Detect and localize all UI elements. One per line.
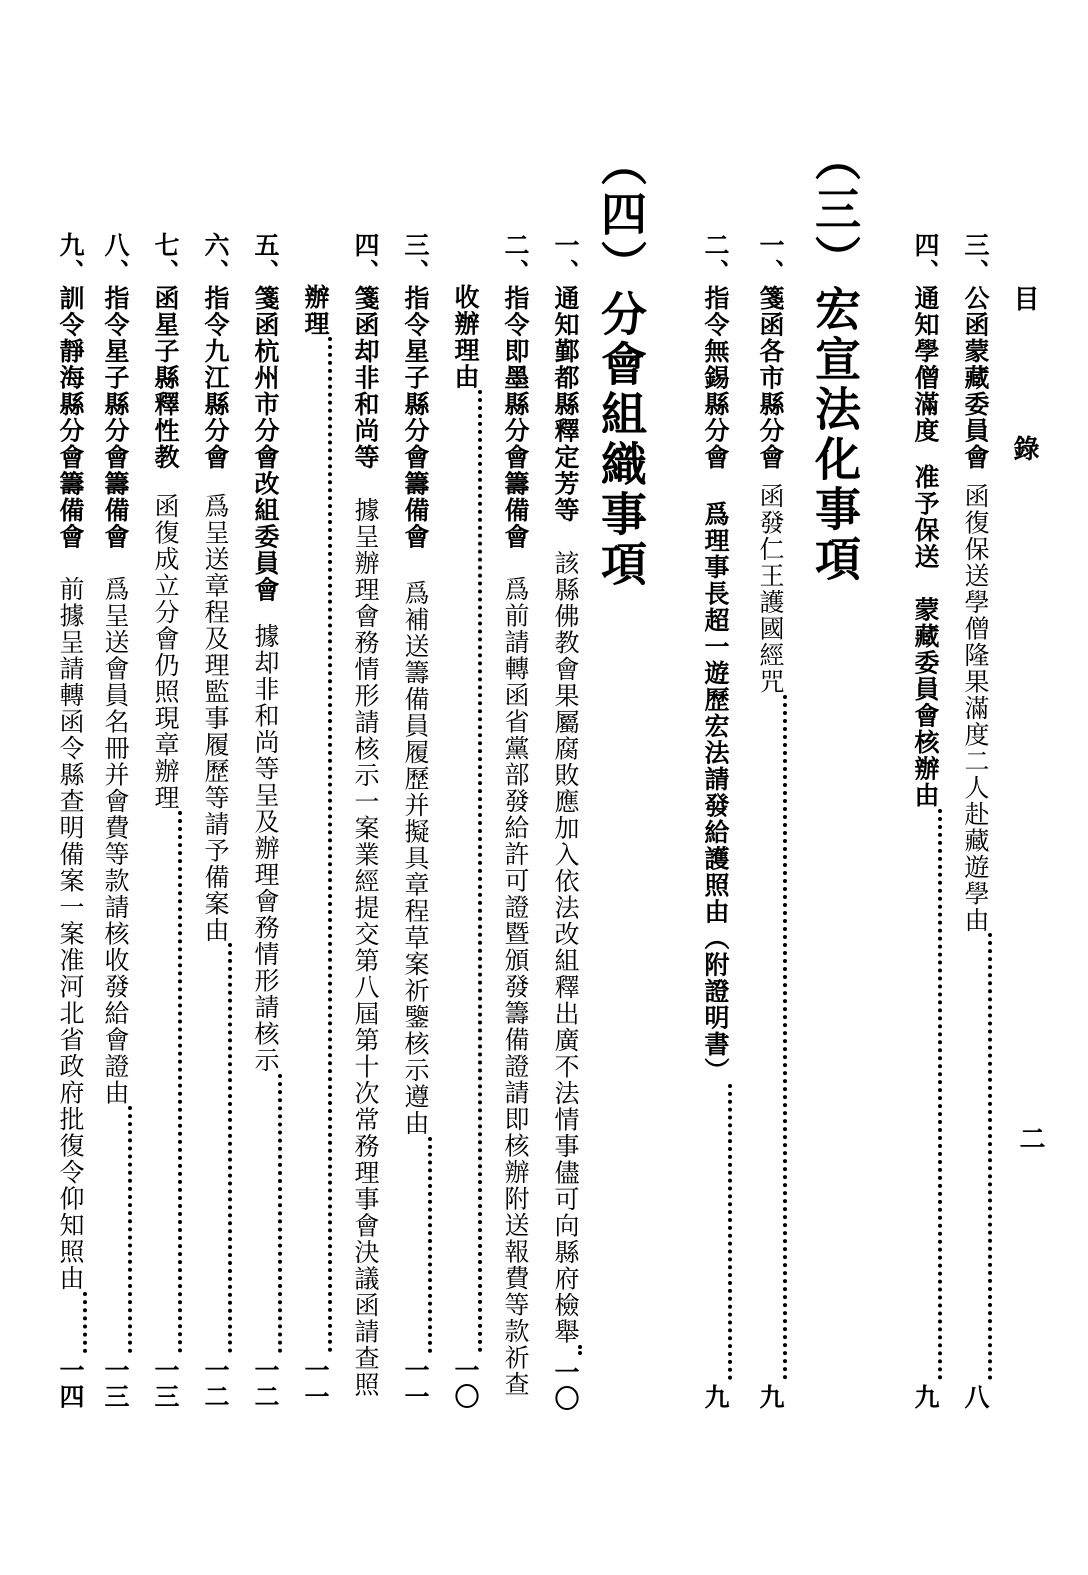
entry-page: 一三: [101, 1357, 130, 1410]
entry-continuation: 收辦理由: [451, 284, 480, 390]
entry-desc: 函復保送學僧隆果滿度二人赴藏遊學由: [961, 482, 990, 933]
toc-entry-continuation: [448, 284, 482, 1410]
toc-entry: [548, 232, 582, 1410]
entry-continuation: 辦理: [301, 284, 330, 337]
section-heading: （三）宏宣法化事項: [808, 135, 862, 585]
entry-desc: 函發仁王護國經咒: [756, 482, 785, 695]
leader-dots: [958, 933, 992, 1380]
entry-page: 一二: [251, 1357, 280, 1410]
leader-dots: [248, 1074, 282, 1354]
entry-label: 四、箋函却非和尚等: [351, 232, 380, 471]
leader-dots: [298, 337, 332, 1353]
entry-page: 九: [756, 1383, 785, 1410]
toc-entry: [698, 232, 732, 1410]
entry-label: 三、指令星子縣分會籌備會: [401, 232, 430, 550]
leader-dots: [908, 809, 942, 1380]
leader-dots: [548, 1345, 582, 1355]
entry-desc: 據却非和尚等呈及辦理會務情形請核示: [251, 623, 280, 1074]
entry-label: 一、通知鄞都縣釋定芳等: [551, 232, 580, 524]
entry-page: 一四: [56, 1357, 85, 1410]
entry-desc: 爲補送籌備員履歷并擬具章程草案祈鑒核示遵由: [401, 580, 430, 1137]
leader-dots: [398, 1137, 432, 1354]
entry-page: 一一: [401, 1357, 430, 1410]
entry-page: 八: [961, 1383, 990, 1410]
entry-page: 一〇: [551, 1358, 580, 1412]
toc-entry: [198, 232, 232, 1410]
entry-label: 二、指令即墨縣分會籌備會: [501, 232, 530, 550]
entry-page: 一一: [301, 1357, 330, 1410]
leader-dots: [148, 811, 182, 1354]
section-heading: （四）分會組織事項: [594, 140, 648, 590]
entry-desc: 該縣佛教會果屬腐敗應加入依法改組釋出廣不法情事儘可向縣府檢舉: [551, 549, 580, 1345]
entry-desc: 爲前請轉函省黨部發給許可證暨頒發籌備證請即核辦附送報費等款祈查: [501, 576, 530, 1398]
toc-entry: [248, 232, 282, 1410]
leader-dots: [753, 695, 787, 1380]
leader-dots: [698, 1084, 732, 1380]
entry-page: 一〇: [451, 1357, 480, 1410]
header-title-1: 目: [1009, 285, 1039, 311]
entry-desc: 爲理事長超一遊歷宏法請發給護照由（附證明書）: [701, 500, 730, 1084]
entry-desc: 函復成立分會仍照現章辦理: [151, 492, 180, 811]
entry-page: 九: [701, 1383, 730, 1410]
entry-label: 七、函星子縣釋性教: [151, 232, 180, 471]
entry-page: 九: [911, 1383, 940, 1410]
toc-entry: [348, 232, 382, 1410]
entry-label: 二、指令無錫縣分會: [701, 232, 730, 471]
entry-desc: 前據呈請轉函令縣查明備案一案准河北省政府批復令仰知照由: [56, 576, 85, 1292]
toc-entry-continuation: [298, 284, 332, 1410]
toc-entry: [98, 232, 132, 1410]
toc-entry: [908, 232, 942, 1410]
entry-page: 一三: [151, 1357, 180, 1410]
header-title-2: 錄: [1009, 435, 1039, 461]
entry-desc: 爲呈送會員名冊并會費等款請核收發給會證由: [101, 576, 130, 1106]
leader-dots: [448, 390, 482, 1353]
entry-desc: 准予保送 蒙藏委員會核辦由: [911, 464, 940, 809]
toc-entry: [398, 232, 432, 1410]
entry-label: 九、訓令靜海縣分會籌備會: [56, 232, 85, 550]
toc-entry: [148, 232, 182, 1410]
entry-label: 三、公函蒙藏委員會: [961, 232, 990, 471]
entry-label: 四、通知學僧滿度: [911, 232, 940, 444]
entry-label: 一、箋函各市縣分會: [756, 232, 785, 471]
toc-entry: [958, 232, 992, 1410]
entry-label: 八、指令星子縣分會籌備會: [101, 232, 130, 550]
toc-entry: [498, 232, 532, 1410]
toc-entry: [753, 232, 787, 1410]
entry-desc: 據呈辦理會務情形請核示一案業經提交第八屆第十次常務理事會決議函請查照: [351, 496, 380, 1398]
page-number: 二: [1015, 1125, 1045, 1151]
entry-label: 六、指令九江縣分會: [201, 232, 230, 471]
leader-dots: [198, 943, 232, 1353]
leader-dots: [98, 1106, 132, 1353]
leader-dots: [53, 1292, 87, 1354]
entry-label: 五、箋函杭州市分會改組委員會: [251, 232, 280, 603]
entry-desc: 爲呈送章程及理監事履歷等請予備案由: [201, 492, 230, 943]
entry-page: 一二: [201, 1357, 230, 1410]
toc-entry: [53, 232, 87, 1410]
